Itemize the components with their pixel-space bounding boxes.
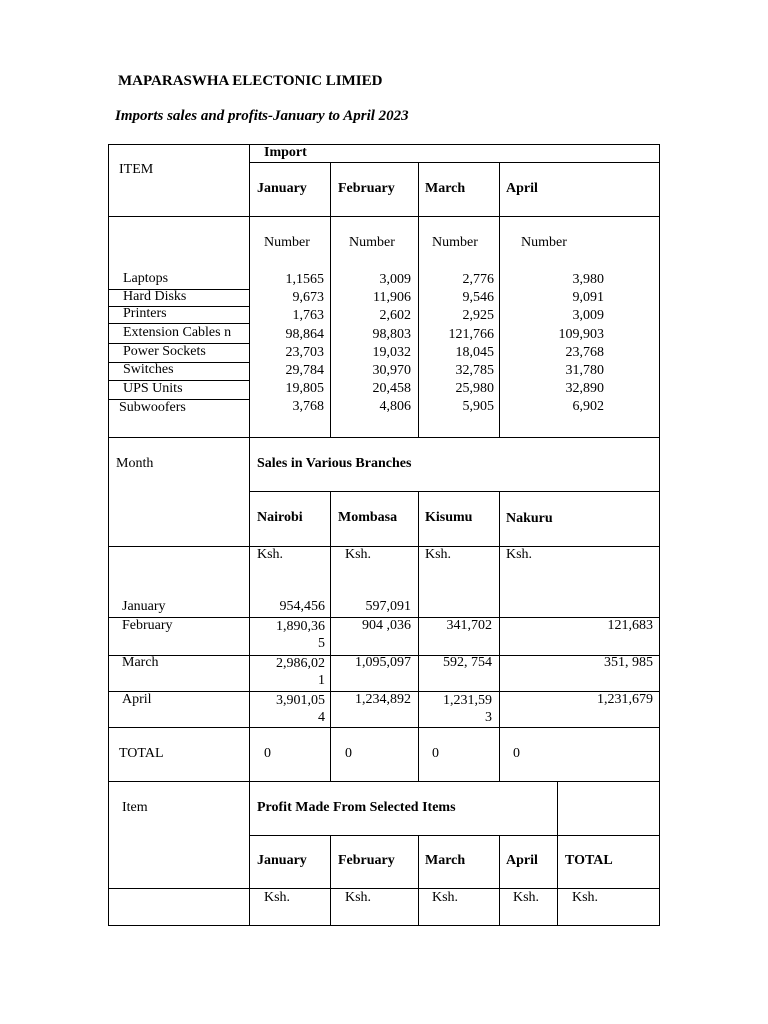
import-value-cell: 3,768 [292, 399, 324, 415]
import-value-cell: 2,602 [379, 308, 411, 324]
import-value-cell: 19,032 [372, 344, 411, 360]
import-value-cell: 1,1565 [285, 272, 324, 287]
sales-mar-mombasa: 1,095,097 [355, 655, 411, 670]
import-value-cell: 1,763 [292, 308, 324, 324]
sales-unit-nairobi: Ksh. [257, 547, 284, 562]
sales-feb-mombasa: 904 ,036 [362, 618, 411, 633]
import-item-name: Power Sockets [123, 344, 206, 359]
import-values-march [449, 271, 495, 417]
total-nakuru: 0 [513, 746, 520, 761]
profit-item-header: Item [122, 800, 148, 815]
import-month-april: April [506, 181, 538, 196]
sales-unit-kisumu: Ksh. [425, 547, 452, 562]
import-value-cell: 9,546 [462, 290, 494, 306]
sales-jan-nairobi: 954,456 [279, 599, 325, 614]
import-value-cell: 32,785 [455, 363, 494, 379]
import-item-name: Hard Disks [123, 289, 187, 304]
branch-nakuru: Nakuru [506, 511, 553, 526]
import-value-cell: 3,009 [379, 272, 411, 287]
branch-nairobi: Nairobi [257, 510, 303, 525]
import-value-cell: 11,906 [373, 290, 411, 306]
import-value-cell: 9,091 [572, 290, 604, 306]
item-header: ITEM [119, 162, 154, 177]
sales-apr-kisumu: 1,231,59 3 [443, 693, 492, 725]
month-header: Month [116, 456, 154, 471]
import-item-name: Switches [123, 362, 174, 377]
import-value-cell: 23,768 [565, 344, 604, 360]
import-value-cell: 2,925 [462, 308, 494, 324]
import-value-cell: 18,045 [455, 344, 494, 360]
sales-feb-nairobi: 1,890,36 5 [276, 619, 325, 651]
import-value-cell: 98,864 [285, 326, 324, 342]
import-values-april [559, 271, 605, 417]
import-unit-april: Number [521, 235, 567, 250]
sales-apr-nairobi: 3,901,05 4 [276, 693, 325, 725]
import-value-cell: 109,903 [558, 326, 604, 342]
profit-col-april: April [506, 853, 538, 868]
import-item-name: Printers [123, 306, 167, 321]
profit-header: Profit Made From Selected Items [257, 800, 456, 815]
profit-col-total: TOTAL [565, 853, 613, 868]
sales-apr-nakuru: 1,231,679 [597, 692, 653, 707]
company-title: MAPARASWHA ELECTONIC LIMIED [118, 73, 383, 89]
sales-mar-nakuru: 351, 985 [604, 655, 653, 670]
sales-jan-mombasa: 597,091 [365, 599, 411, 614]
profit-col-march: March [425, 853, 466, 868]
total-label: TOTAL [119, 746, 164, 761]
import-value-cell: 25,980 [455, 381, 494, 397]
profit-unit-february: Ksh. [345, 890, 372, 905]
profit-col-february: February [338, 853, 395, 868]
profit-unit-march: Ksh. [432, 890, 459, 905]
import-value-cell: 20,458 [372, 381, 411, 397]
import-value-cell: 23,703 [285, 344, 324, 360]
import-value-cell: 6,902 [572, 399, 604, 415]
import-values-january [286, 271, 325, 417]
import-item-name: UPS Units [123, 381, 183, 396]
import-value-cell: 3,980 [572, 272, 604, 287]
import-value-cell: 121,766 [448, 326, 494, 342]
import-value-cell: 31,780 [565, 363, 604, 379]
import-item-name: Extension Cables n [123, 325, 232, 340]
sales-feb-nakuru: 121,683 [607, 618, 653, 633]
import-month-february: February [338, 181, 395, 196]
sales-month-march: March [122, 655, 159, 670]
document-subtitle: Imports sales and profits-January to April 2023 [115, 108, 409, 124]
import-value-cell: 9,673 [292, 290, 324, 306]
import-value-cell: 5,905 [462, 399, 494, 415]
profit-unit-april: Ksh. [513, 890, 540, 905]
sales-header: Sales in Various Branches [257, 456, 412, 471]
sales-unit-nakuru: Ksh. [506, 547, 533, 562]
import-value-cell: 32,890 [565, 381, 604, 397]
import-unit-january: Number [264, 235, 310, 250]
sales-feb-kisumu: 341,702 [446, 618, 492, 633]
total-nairobi: 0 [264, 746, 271, 761]
total-mombasa: 0 [345, 746, 352, 761]
import-item-name: Laptops [123, 271, 169, 286]
branch-mombasa: Mombasa [338, 510, 398, 525]
import-value-cell: 19,805 [285, 381, 324, 397]
import-unit-march: Number [432, 235, 478, 250]
import-values-february [373, 271, 412, 417]
import-value-cell: 4,806 [379, 399, 411, 415]
import-header: Import [264, 145, 307, 160]
import-unit-february: Number [349, 235, 395, 250]
import-month-march: March [425, 181, 466, 196]
sales-month-february: February [122, 618, 173, 633]
import-month-january: January [257, 181, 307, 196]
import-value-cell: 2,776 [462, 272, 494, 287]
branch-kisumu: Kisumu [425, 510, 473, 525]
sales-month-april: April [122, 692, 152, 707]
import-value-cell: 30,970 [372, 363, 411, 379]
profit-col-january: January [257, 853, 307, 868]
import-item-name: Subwoofers [119, 400, 186, 415]
total-kisumu: 0 [432, 746, 439, 761]
sales-apr-mombasa: 1,234,892 [355, 692, 411, 707]
import-value-cell: 29,784 [285, 363, 324, 379]
import-value-cell: 98,803 [372, 326, 411, 342]
sales-month-january: January [122, 599, 166, 614]
sales-mar-kisumu: 592, 754 [443, 655, 492, 670]
profit-unit-january: Ksh. [264, 890, 291, 905]
sales-mar-nairobi: 2,986,02 1 [276, 656, 325, 688]
sales-unit-mombasa: Ksh. [345, 547, 372, 562]
import-value-cell: 3,009 [572, 308, 604, 324]
profit-unit-total: Ksh. [572, 890, 599, 905]
